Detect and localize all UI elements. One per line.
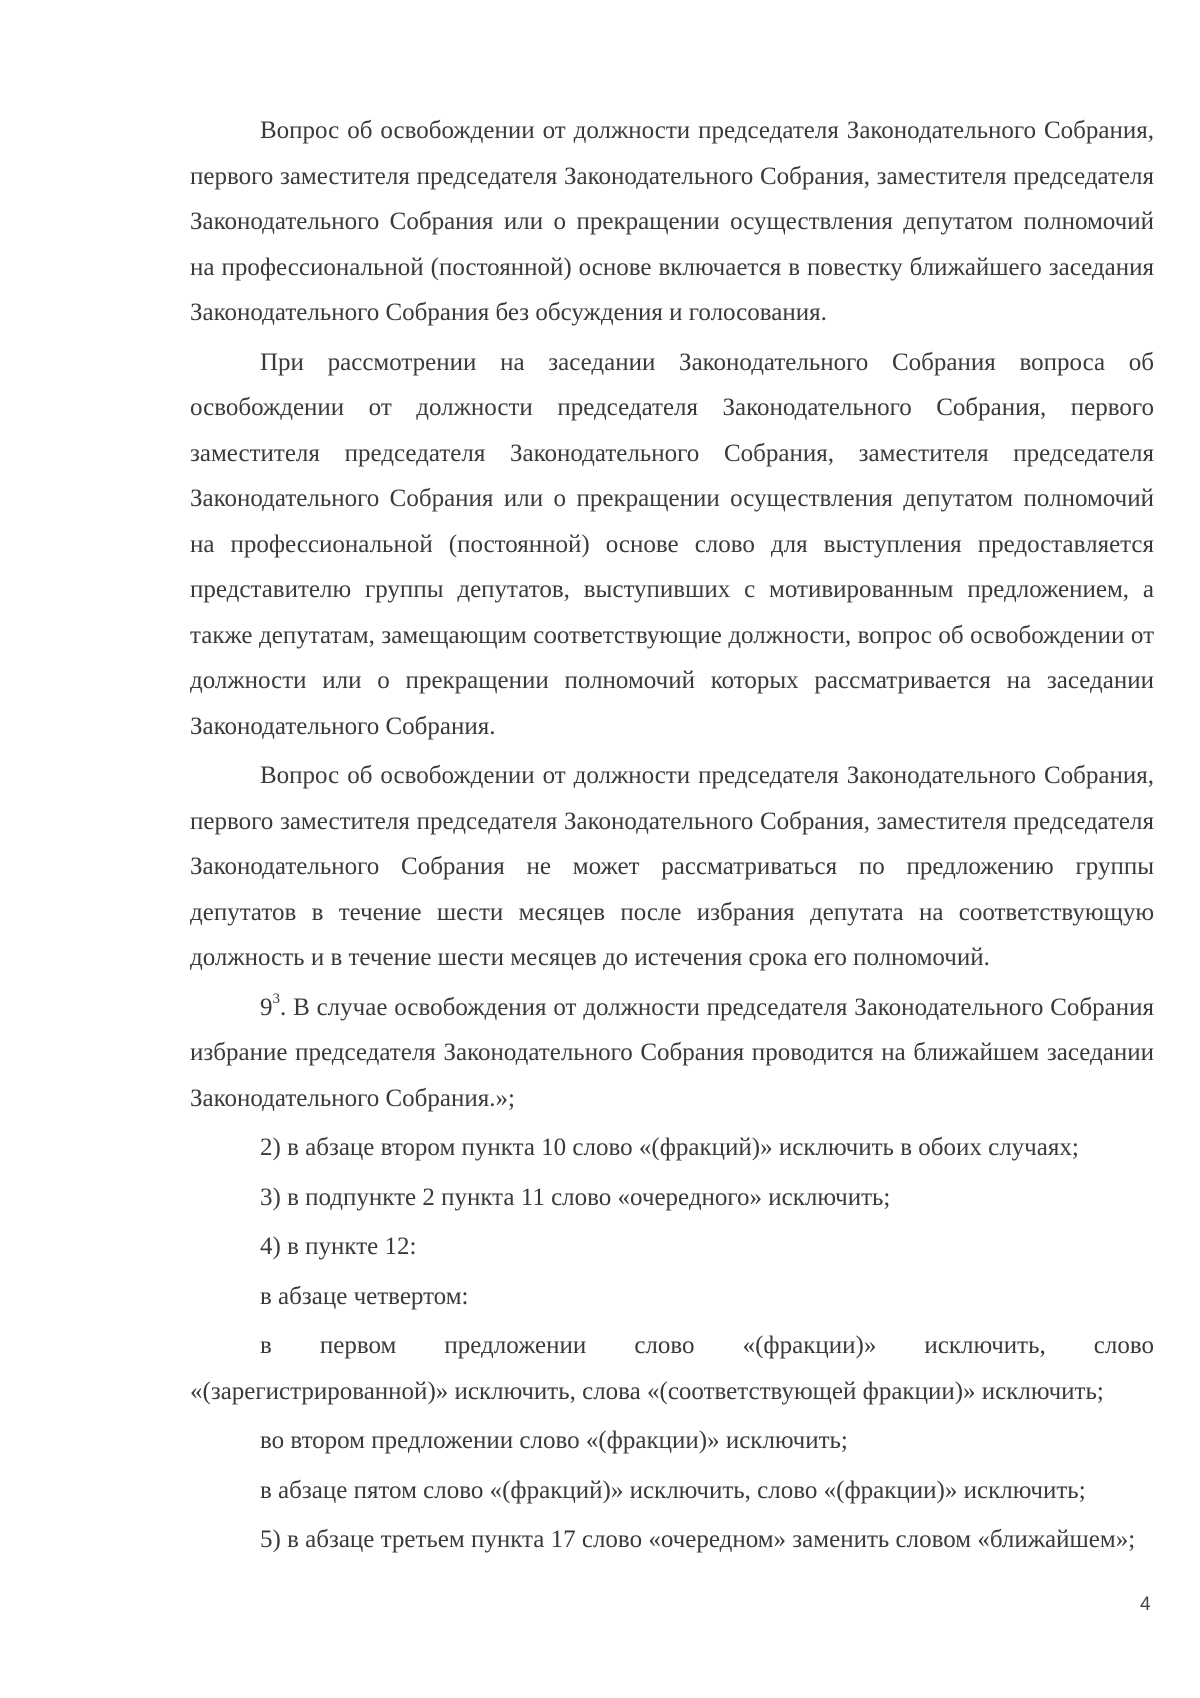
paragraph-item-9-3 <box>190 985 1154 1122</box>
item-superscript: 3 <box>272 991 280 1008</box>
amendment-item: 4) в пункте 12: <box>260 1233 417 1260</box>
amendment-item: 3) в подпункте 2 пункта 11 слово «очередного» исключить; <box>260 1183 891 1211</box>
amendment-item: 5) в абзаце третьем пункта 17 слово «очередном» заменить словом «ближайшем»; <box>260 1526 1136 1553</box>
amendment-item: в абзаце четвертом: <box>260 1282 469 1310</box>
amendment-item: 2) в абзаце втором пункта 10 слово «(фракций)» исключить в обоих случаях; <box>260 1134 1079 1161</box>
document-body <box>190 108 1154 1563</box>
page-number: 4 <box>1140 1594 1151 1615</box>
amendment-item: во втором предложении слово «(фракции)» исключить; <box>260 1427 848 1454</box>
paragraph-dismissal-discussion: При рассмотрении на заседании Законодательного Собрания вопроса об освобождении от должности председателя Законодательного Собрания, первого заместителя председателя Законодательного Собрания, заместителя председателя Законодательного Собрания или о прекращении осуществления депутатом полномочий на профессиональной (постоянной) основе слово для выступления предоставляется представителю группы депутатов, выступивших с мотивированным предложением, а также депутатам, замещающим соответствующие должности, вопрос об освобождении от должности или о прекращении полномочий которых рассматривается на заседании Законодательного Собрания. <box>190 348 1154 740</box>
amendment-item: в абзаце пятом слово «(фракций)» исключить, слово «(фракции)» исключить; <box>260 1476 1086 1504</box>
item-text: . В случае освобождения от должности председателя Законодательного Собрания избрание председателя Законодательного Собрания проводится на ближайшем заседании Законодательного Собрания.»; <box>190 993 1154 1112</box>
amendment-item: в первом предложении слово «(фракции)» исключить, слово «(зарегистрированной)» исключить, слова «(соответствующей фракции)» исключить; <box>190 1332 1154 1405</box>
paragraph-dismissal-agenda: Вопрос об освобождении от должности председателя Законодательного Собрания, первого заместителя председателя Законодательного Собрания, заместителя председателя Законодательного Собрания или о прекращении осуществления депутатом полномочий на профессиональной (постоянной) основе включается в повестку ближайшего заседания Законодательного Собрания без обсуждения и голосования. <box>190 117 1154 326</box>
paragraph-dismissal-restriction: Вопрос об освобождении от должности председателя Законодательного Собрания, первого заместителя председателя Законодательного Собрания, заместителя председателя Законодательного Собрания не может рассматриваться по предложению группы депутатов в течение шести месяцев после избрания депутата на соответствующую должность и в течение шести месяцев до истечения срока его полномочий. <box>190 762 1154 971</box>
item-number: 9 <box>260 993 273 1021</box>
